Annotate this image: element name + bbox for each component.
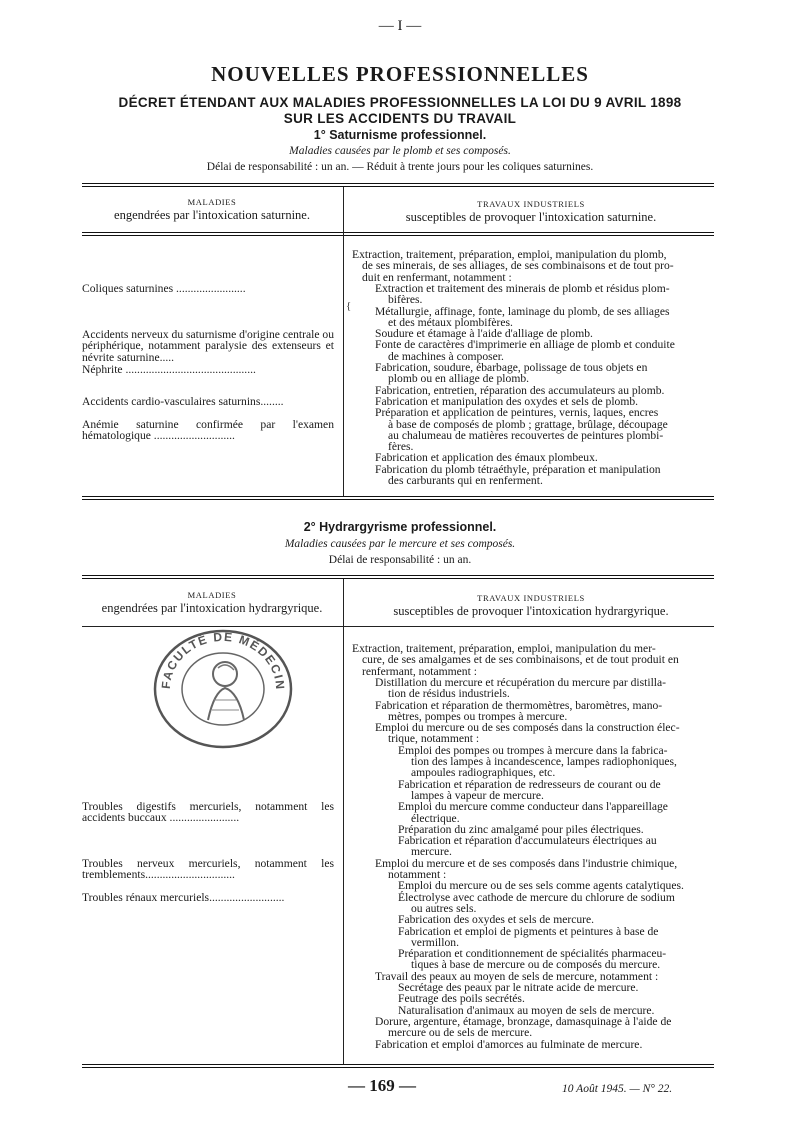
- table2-col-left-label: engendrées par l'intoxication hydrargyrique.: [101, 601, 323, 615]
- table2-bottom-rule: [82, 1064, 714, 1068]
- s1-work-line: plomb ou en alliage de plomb.: [388, 372, 530, 386]
- s2-work-line: Préparation du zinc amalgamé pour piles électriques.: [398, 822, 644, 836]
- s1-disease-cardio: Accidents cardio-vasculaires saturnins........: [82, 395, 284, 408]
- s1-work-line: Préparation et application de peintures, vernis, laques, encres: [375, 406, 659, 420]
- s2-work-line: cure, de ses amalgames et de ses combinaisons, et de tout produit en: [362, 653, 679, 667]
- table1-col-left-small: MALADIES: [187, 197, 237, 207]
- s1-disease-nephritis: Néphrite .............................................: [82, 363, 256, 376]
- s2-work-line: renfermant, notamment :: [362, 664, 477, 678]
- s1-work-line: Fabrication, entretien, réparation des accumulateurs au plomb.: [375, 383, 665, 397]
- s2-disease-nervous: Troubles nerveux mercuriels, notamment les tremblements...............................: [82, 857, 334, 882]
- s1-work-line: Extraction, traitement, préparation, emploi, manipulation du plomb,: [352, 248, 667, 261]
- s2-disease-digestive: Troubles digestifs mercuriels, notamment les accidents buccaux ........................: [82, 800, 334, 825]
- section2-subtitle: Maladies causées par le mercure et ses composés.: [284, 538, 516, 550]
- s2-work-line: Emploi du mercure ou de ses sels comme agents catalytiques.: [398, 879, 684, 893]
- s2-work-line: trique, notamment :: [388, 732, 480, 746]
- s2-work-line: Fabrication et emploi de pigments et peintures à base de: [398, 924, 659, 938]
- table2-header-rule: [82, 626, 714, 627]
- s2-work-line: notamment :: [388, 868, 447, 881]
- section1-delay: Délai de responsabilité : un an. — Réduit à trente jours pour les coliques saturnines.: [206, 161, 594, 173]
- section1-subtitle: Maladies causées par le plomb et ses composés.: [289, 145, 511, 157]
- svg-text:FACULTÉ DE MÉDECINE DE PARIS: [148, 628, 287, 691]
- s2-work-line: tion des lampes à incandescence, lampes radiophoniques,: [411, 755, 677, 768]
- s2-work-line: Distillation du mercure et récupération du mercure par distilla-: [375, 675, 667, 689]
- s2-work-line: Emploi du mercure ou de ses composés dans la construction élec-: [375, 721, 680, 735]
- table2-column-divider: [343, 579, 344, 1065]
- s1-work-line: fères.: [388, 440, 414, 454]
- table2-col-right-small: TRAVAUX INDUSTRIELS: [477, 593, 585, 603]
- table2-col-left-header: [82, 589, 342, 615]
- table1-bottom-rule: [82, 496, 714, 500]
- s1-disease-colic: Coliques saturnines ........................: [82, 282, 246, 295]
- decree-line-2: SUR LES ACCIDENTS DU TRAVAIL: [283, 111, 517, 126]
- s2-work-line: ou autres sels.: [411, 901, 477, 915]
- s2-work-line: électrique.: [411, 811, 460, 825]
- s2-disease-renal: Troubles rénaux mercuriels..........................: [82, 891, 285, 904]
- s1-work-line: au chalumeau de matières recouvertes de peintures plombi-: [388, 428, 664, 442]
- s1-work-line: Soudure et étamage à l'aide d'alliage de plomb.: [375, 327, 593, 341]
- s2-work-line: Extraction, traitement, préparation, emploi, manipulation du mer-: [352, 642, 656, 655]
- s1-work-line: Fabrication du plomb tétraéthyle, préparation et manipulation: [375, 462, 661, 476]
- s1-work-line: des carburants qui en renferment.: [388, 474, 543, 487]
- s1-work-line: Fabrication, soudure, ébarbage, polissage de tous objets en: [375, 361, 648, 374]
- s1-work-line: Extraction et traitement des minerais de plomb et résidus plom-: [375, 281, 670, 295]
- s1-work-line: Fabrication et manipulation des oxydes et sels de plomb.: [375, 394, 639, 408]
- table1-col-right-header: [348, 198, 714, 224]
- s1-work-line: Fabrication et application des émaux plombeux.: [375, 451, 598, 465]
- table1-col-right-small: TRAVAUX INDUSTRIELS: [477, 199, 585, 209]
- s2-work-line: Feutrage des poils secrétés.: [398, 992, 525, 1006]
- s2-work-line: mercure ou de sels de mercure.: [388, 1026, 533, 1040]
- s2-work-line: Naturalisation d'animaux au moyen de sels de mercure.: [398, 1003, 655, 1017]
- s1-work-line: bifères.: [388, 293, 423, 307]
- s2-work-line: mercure.: [411, 845, 452, 859]
- decree-line-1: DÉCRET ÉTENDANT AUX MALADIES PROFESSIONNELLES LA LOI DU 9 AVRIL 1898: [118, 95, 682, 110]
- s2-work-line: Fabrication et réparation de thermomètres, baromètres, mano-: [375, 698, 663, 712]
- s2-work-line: Fabrication et réparation de redresseurs de courant ou de: [398, 777, 661, 791]
- s1-work-line: Fonte de caractères d'imprimerie en alliage de plomb et conduite: [375, 338, 675, 352]
- page-marker: — I —: [378, 18, 422, 34]
- s2-work-line: Fabrication des oxydes et sels de mercure.: [398, 913, 595, 927]
- s1-disease-nervous: Accidents nerveux du saturnisme d'origine centrale ou périphérique, notamment paralysie des extenseurs et névrite saturnine.....: [82, 328, 334, 364]
- brace-mark: {: [346, 300, 352, 312]
- s2-work-line: vermillon.: [411, 935, 459, 949]
- s2-work-line: tion de résidus industriels.: [388, 687, 510, 701]
- table1-col-right-label: susceptibles de provoquer l'intoxication saturnine.: [405, 210, 657, 224]
- s2-work-line: mètres, pompes ou trompes à mercure.: [388, 709, 568, 723]
- s2-work-line: Électrolyse avec cathode de mercure du chlorure de sodium: [398, 890, 675, 904]
- s2-work-line: Emploi du mercure et de ses composés dans l'industrie chimique,: [375, 856, 678, 870]
- s1-work-line: duit en renfermant, notamment :: [362, 270, 512, 284]
- s2-work-line: Emploi du mercure comme conducteur dans l'appareillage: [398, 800, 668, 814]
- page-title: NOUVELLES PROFESSIONNELLES: [211, 62, 589, 86]
- section1-heading: 1° Saturnisme professionnel.: [313, 128, 487, 142]
- table2-top-rule: [82, 575, 714, 579]
- s1-disease-anemia: Anémie saturnine confirmée par l'examen hématologique ............................: [82, 418, 334, 443]
- table1-header-rule: [82, 232, 714, 236]
- table2-col-right-label: susceptibles de provoquer l'intoxication hydrargyrique.: [393, 604, 669, 618]
- table1-top-rule: [82, 183, 714, 187]
- s1-work-line: de machines à composer.: [388, 349, 504, 363]
- page-number: — 169 —: [348, 1076, 416, 1095]
- s1-work-line: à base de composés de plomb ; grattage, brûlage, découpage: [388, 417, 668, 431]
- s1-work-line: Métallurgie, affinage, fonte, laminage du plomb, de ses alliages: [375, 304, 670, 318]
- s2-work-line: tiques à base de mercure ou de composés du mercure.: [411, 958, 661, 972]
- library-stamp: [148, 628, 298, 750]
- table2-col-left-small: MALADIES: [187, 590, 237, 600]
- section2-delay: Délai de responsabilité : un an.: [328, 554, 472, 566]
- issue-date: 10 Août 1945. — N° 22.: [562, 1083, 673, 1095]
- section2-heading: 2° Hydrargyrisme professionnel.: [303, 520, 497, 534]
- stamp-text: FACULTÉ DE MÉDECIN: [158, 629, 288, 692]
- s2-work-line: Dorure, argenture, étamage, bronzage, damasquinage à l'aide de: [375, 1014, 672, 1028]
- s2-work-line: Fabrication et réparation d'accumulateurs électriques au: [398, 834, 657, 848]
- s2-work-line: Travail des peaux au moyen de sels de mercure, notamment :: [375, 969, 659, 983]
- s2-work-line: Fabrication et emploi d'amorces au fulminate de mercure.: [375, 1037, 643, 1051]
- table1-col-left-header: [82, 196, 342, 222]
- s2-work-line: Secrétage des peaux par le nitrate acide de mercure.: [398, 981, 639, 994]
- s2-work-line: Préparation et conditionnement de spécialités pharmaceu-: [398, 947, 667, 961]
- s1-work-line: et des métaux plombifères.: [388, 315, 513, 329]
- s2-work-line: ampoules radiographiques, etc.: [411, 766, 556, 780]
- s2-work-line: Emploi des pompes ou trompes à mercure dans la fabrica-: [398, 743, 668, 757]
- table1-col-left-label: engendrées par l'intoxication saturnine.: [114, 208, 310, 222]
- table2-col-right-header: [348, 592, 714, 618]
- table1-column-divider: [343, 187, 344, 497]
- s2-work-line: lampes à vapeur de mercure.: [411, 788, 544, 802]
- s1-work-line: de ses minerais, de ses alliages, de ses combinaisons et de tout pro-: [362, 259, 674, 273]
